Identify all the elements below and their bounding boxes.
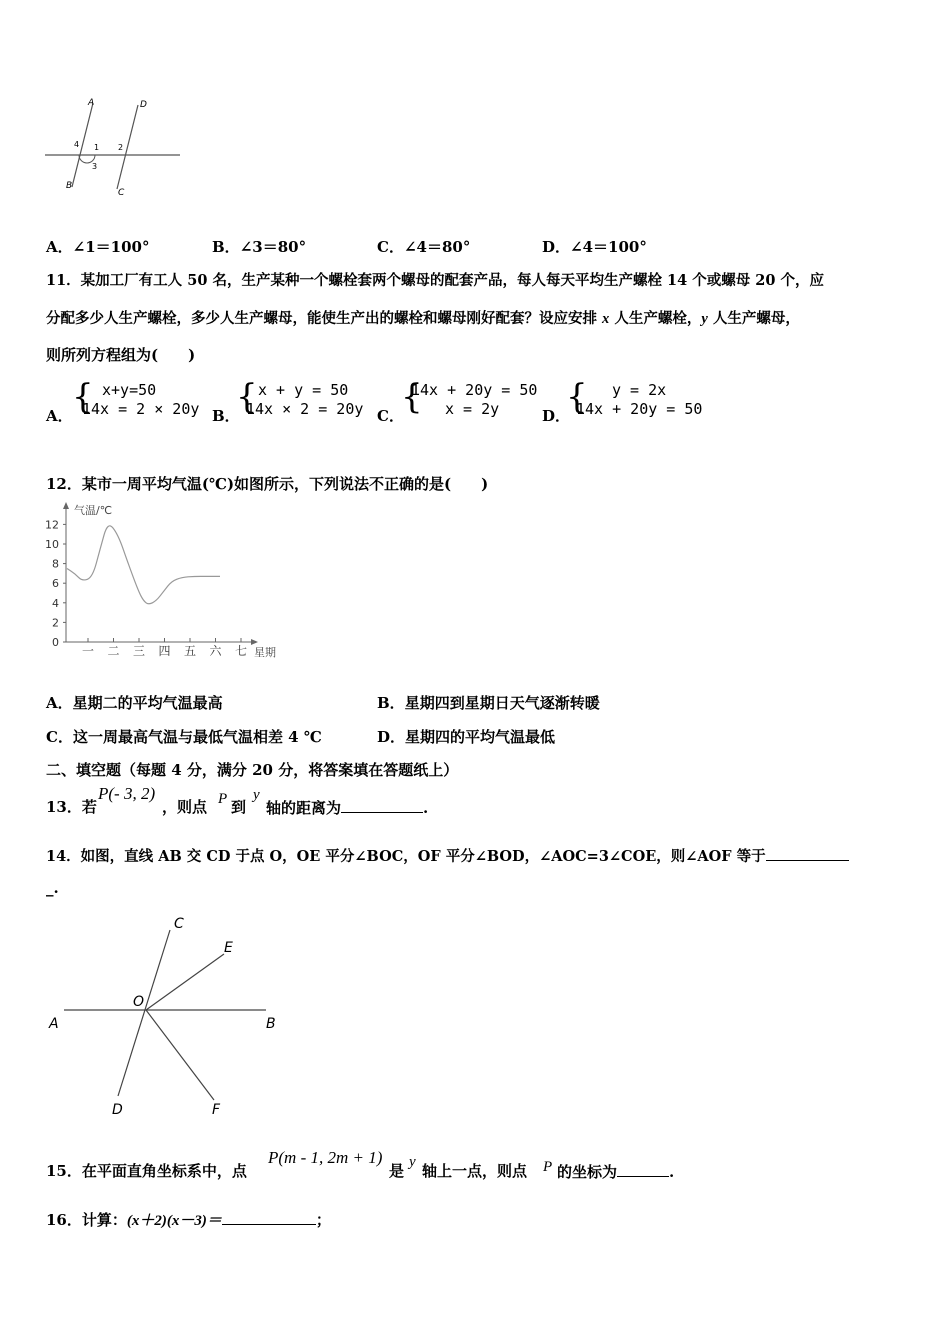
label-c: C [118, 188, 125, 198]
q10-option-d: D．∠4＝100° [542, 238, 647, 256]
q14-line2: _. [46, 879, 59, 897]
q11-line1: 11．某加工厂有工人 50 名，生产某种一个螺栓套两个螺母的配套产品，每人每天平均生产螺栓 14 个或螺母 20 个，应 [46, 272, 824, 289]
q11-option-a-system: x+y=50 14x = 2 × 20y [82, 381, 200, 418]
x-tick-label: 二 [107, 644, 120, 658]
y-axis-arrow [63, 502, 69, 509]
y-ticks [45, 518, 66, 649]
x-axis-label: 星期 [254, 646, 276, 659]
q13-mid: ，则点 [162, 798, 208, 816]
q15-p: P [543, 1159, 553, 1175]
x-ticks [82, 638, 247, 658]
x-axis-arrow [251, 639, 258, 645]
q10-option-b: B．∠3＝80° [212, 238, 307, 256]
intersecting-lines-figure [44, 908, 294, 1123]
label-d: D [140, 100, 147, 110]
q11-option-d-system: y = 2x 14x + 20y = 50 [576, 381, 703, 418]
line-cd [118, 930, 170, 1096]
x-tick-label: 七 [234, 644, 248, 658]
label-f: F [212, 1102, 221, 1118]
q12-stem: 12．某市一周平均气温(℃)如图所示，下列说法不正确的是( ) [46, 475, 489, 493]
q15-point: P(m - 1, 2m + 1) [268, 1148, 383, 1167]
label-b: B [66, 181, 73, 191]
parallel-lines-figure [40, 95, 190, 205]
x-tick-label: 三 [132, 644, 146, 658]
q12-option-b: B．星期四到星期日天气逐渐转暖 [377, 694, 600, 712]
y-tick-label: 4 [52, 596, 59, 610]
q13-end: 轴的距离为 . [266, 799, 429, 817]
q11-option-d-letter: D． [542, 407, 571, 425]
x-tick-label: 四 [158, 644, 171, 658]
q15-num: 15．在平面直角坐标系中，点 [46, 1162, 247, 1180]
q11-option-c-letter: C． [377, 407, 404, 425]
q13-to: 到 [231, 798, 247, 816]
q15-y: y [409, 1154, 416, 1170]
x-tick-label: 六 [209, 644, 222, 658]
label-b: B [266, 1016, 276, 1032]
y-axis-label: 气温/℃ [74, 504, 113, 517]
x-tick-label: 五 [183, 644, 197, 658]
q11-line3: 则所列方程组为( ) [46, 346, 196, 364]
ray-oe [146, 954, 224, 1010]
q13-p: P [218, 791, 228, 807]
y-tick-label: 10 [45, 538, 59, 551]
q13-y: y [253, 787, 260, 803]
label-angle-1: 1 [94, 143, 100, 152]
q11-option-b-system: x + y = 50 14x × 2 = 20y [246, 381, 364, 418]
q16: 16．计算：(x＋2)(x－3)＝ ； [46, 1211, 331, 1229]
q11-option-a-brace: { [72, 377, 94, 417]
label-a: A [88, 98, 95, 108]
x-tick-label: 一 [81, 644, 95, 658]
q11-option-c-system: 14x + 20y = 50 x = 2y [411, 381, 538, 418]
label-d: D [112, 1102, 123, 1118]
y-tick-label: 6 [52, 577, 59, 591]
q13-num: 13．若 [46, 798, 97, 816]
q11-option-a-letter: A． [46, 407, 73, 425]
label-o: O [133, 994, 145, 1010]
q14-stem: 14．如图，直线 AB 交 CD 于点 O，OE 平分∠BOC，OF 平分∠BOD，∠AOC=3∠COE，则∠AOF 等于 [46, 845, 849, 867]
q15-mid2: 轴上一点，则点 [422, 1162, 528, 1180]
q11-line2: 分配多少人生产螺栓，多少人生产螺母，能使生产出的螺栓和螺母刚好配套？设应安排 x 人生产螺栓，y 人生产螺母， [46, 310, 800, 327]
temperature-line-chart [40, 500, 290, 665]
q11-option-c-brace: { [401, 377, 423, 417]
q12-option-d: D．星期四的平均气温最低 [377, 728, 556, 746]
q11-option-d-brace: { [566, 377, 588, 417]
y-tick-label: 12 [45, 518, 59, 532]
ray-of [146, 1010, 214, 1100]
y-tick-label: 0 [52, 636, 59, 649]
q15-end: 的坐标为 . [557, 1163, 675, 1181]
q12-option-a: A．星期二的平均气温最高 [46, 694, 223, 712]
q10-option-c: C．∠4＝80° [377, 238, 471, 256]
y-tick-label: 8 [52, 557, 59, 571]
label-e: E [224, 940, 233, 956]
q11-option-b-brace: { [236, 377, 258, 417]
section-2-heading: 二、填空题（每题 4 分，满分 20 分，将答案填在答题纸上） [46, 761, 459, 779]
temperature-series-line [67, 526, 220, 604]
label-angle-3: 3 [92, 162, 98, 171]
label-a: A [49, 1016, 59, 1032]
label-c: C [174, 916, 184, 932]
q12-option-c: C．这一周最高气温与最低气温相差 4 ℃ [46, 728, 322, 746]
label-angle-4: 4 [74, 140, 80, 149]
q13-point: P(- 3, 2) [98, 784, 156, 803]
q11-option-b-letter: B． [212, 407, 240, 425]
q15-mid: 是 [389, 1162, 405, 1180]
label-angle-2: 2 [118, 143, 124, 152]
y-tick-label: 2 [52, 616, 59, 630]
q10-option-a: A．∠1＝100° [46, 238, 150, 256]
